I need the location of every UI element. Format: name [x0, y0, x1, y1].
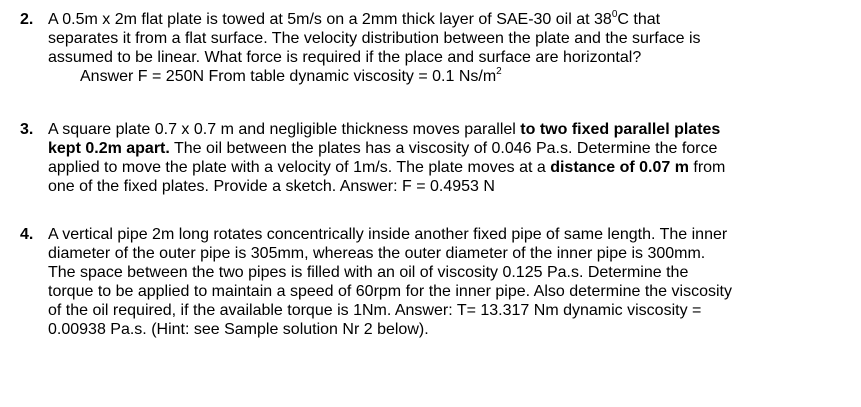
text-run: torque to be applied to maintain a speed of 60rpm for the inner pipe. Also determine the viscosity [48, 283, 732, 300]
text-line [48, 225, 848, 244]
text-run: one of the fixed plates. Provide a sketch. Answer: F = 0.4953 N [48, 178, 495, 195]
text-run: diameter of the outer pipe is 305mm, whereas the outer diameter of the inner pipe is 300mm. [48, 245, 706, 262]
text-line [48, 320, 848, 339]
text-run: Answer F = 250N From table dynamic viscosity = 0.1 Ns/m [80, 68, 497, 85]
text-line [48, 301, 848, 320]
text-run: A vertical pipe 2m long rotates concentrically inside another fixed pipe of same length. The inner [48, 226, 728, 243]
bold-text: kept 0.2m apart. [48, 140, 170, 157]
answer-line [48, 67, 848, 86]
problem-number: 2. [20, 11, 34, 28]
text-line [48, 177, 848, 196]
text-run: A square plate 0.7 x 0.7 m and negligible thickness moves parallel [48, 121, 521, 138]
text-line [48, 120, 848, 139]
problem-text [48, 225, 848, 339]
text-line [48, 29, 848, 48]
problem-text [48, 10, 848, 86]
problem-number: 3. [20, 121, 34, 138]
text-run: C that [617, 11, 661, 28]
text-line [48, 158, 848, 177]
text-run: A 0.5m x 2m flat plate is towed at 5m/s on a 2mm thick layer of SAE-30 oil at 38 [48, 11, 612, 28]
problem-text [48, 120, 848, 196]
bold-text: to two fixed parallel plates [520, 121, 721, 138]
bold-text: distance of 0.07 m [550, 159, 689, 176]
text-run: from [688, 159, 726, 176]
text-run: The space between the two pipes is filled with an oil of viscosity 0.125 Pa.s. Determine the [48, 264, 689, 281]
text-line [48, 139, 848, 158]
text-line [48, 263, 848, 282]
text-run: The oil between the plates has a viscosity of 0.046 Pa.s. Determine the force [169, 140, 718, 157]
text-run: assumed to be linear. What force is required if the place and surface are horizontal? [48, 49, 642, 66]
text-run: applied to move the plate with a velocity of 1m/s. The plate moves at a [48, 159, 551, 176]
text-run: separates it from a flat surface. The velocity distribution between the plate and the surface is [48, 30, 701, 47]
text-run: 0.00938 Pa.s. (Hint: see Sample solution Nr 2 below). [48, 321, 429, 338]
superscript: 2 [496, 65, 502, 77]
problem-number: 4. [20, 226, 34, 243]
superscript: 0 [611, 8, 618, 20]
text-line [48, 244, 848, 263]
text-line [48, 282, 848, 301]
text-line [48, 48, 848, 67]
text-line [48, 10, 848, 29]
text-run: of the oil required, if the available torque is 1Nm. Answer: T= 13.317 Nm dynamic viscosity = [48, 302, 702, 319]
